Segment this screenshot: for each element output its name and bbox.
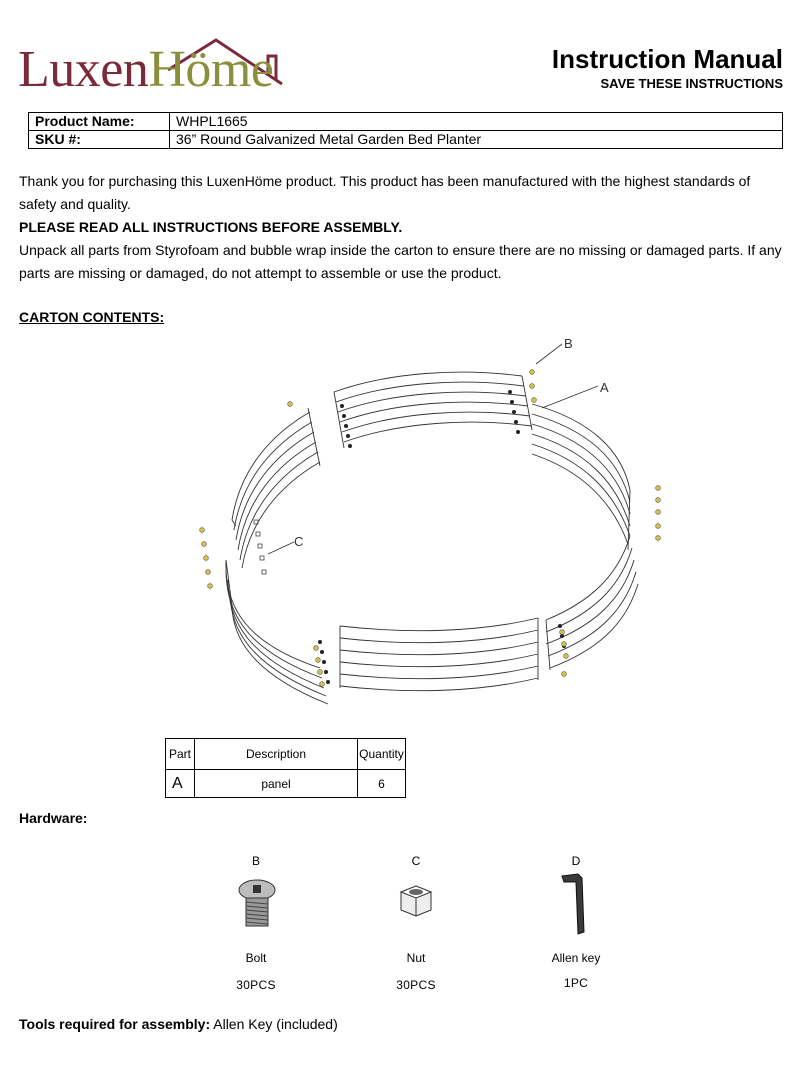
sku-label: SKU #: (29, 131, 170, 149)
col-description: Description (195, 739, 358, 770)
carton-contents-title: CARTON CONTENTS: (19, 309, 165, 325)
allen-key-icon (556, 870, 596, 936)
callout-b: B (564, 336, 573, 351)
loose-bolts (200, 370, 661, 687)
table-row (166, 770, 406, 798)
hardware-name-bolt: Bolt (245, 951, 267, 965)
hardware-qty-bolt: 30PCS (236, 978, 276, 992)
brand-logo (14, 32, 284, 102)
sku-row (29, 131, 783, 149)
hardware-letter-c: C (411, 854, 421, 868)
parts-table (165, 738, 406, 798)
intro-thanks: Thank you for purchasing this LuxenHöme product. This product has been manufactured with the highest standards of safety and quality. (19, 173, 751, 212)
product-name-label: Product Name: (29, 113, 170, 131)
panel-bottom-center (340, 618, 538, 691)
manual-title: Instruction Manual (551, 44, 783, 74)
bolt-icon (236, 878, 278, 930)
product-name-row (29, 113, 783, 131)
exploded-planter-diagram (190, 330, 680, 710)
hardware-qty-allen-key: 1PC (563, 976, 589, 990)
panel-left (232, 408, 320, 568)
sku-value: 36” Round Galvanized Metal Garden Bed Planter (170, 131, 783, 149)
hardware-name-allen-key: Allen key (551, 951, 601, 965)
nut-icon (393, 884, 439, 920)
part-quantity: 6 (358, 770, 406, 798)
tools-required (19, 1016, 338, 1032)
panel-right (532, 404, 630, 550)
hardware-letter-b: B (251, 854, 260, 868)
product-name-value: WHPL1665 (170, 113, 783, 131)
hardware-title: Hardware: (19, 810, 88, 826)
loose-nuts (254, 520, 266, 574)
brand-name (18, 41, 274, 98)
parts-table-header (166, 739, 406, 770)
callout-lines (268, 344, 598, 554)
brand-name-part2: Höme (148, 41, 274, 98)
product-info-table (28, 112, 783, 149)
panel-top (334, 372, 532, 448)
brand-name-part1: Luxen (18, 41, 149, 98)
callout-a: A (600, 380, 609, 395)
manual-subtitle: SAVE THESE INSTRUCTIONS (600, 76, 783, 91)
callout-c: C (294, 534, 304, 549)
panel-bottom-right (546, 536, 638, 670)
panel-bottom-left (226, 560, 328, 704)
col-quantity: Quantity (358, 739, 406, 770)
tools-value: Allen Key (included) (210, 1016, 338, 1032)
col-part: Part (166, 739, 195, 770)
unpack-instructions: Unpack all parts from Styrofoam and bubble wrap inside the carton to ensure there are no missing or damaged parts. If any parts are missing or damaged, do not attempt to assemble or use the product. (19, 242, 782, 281)
hardware-name-nut: Nut (406, 951, 426, 965)
hardware-qty-nut: 30PCS (396, 978, 436, 992)
planter-panels (226, 372, 638, 704)
part-letter: A (166, 770, 195, 798)
hardware-letter-d: D (571, 854, 581, 868)
part-description: panel (195, 770, 358, 798)
read-all-warning: PLEASE READ ALL INSTRUCTIONS BEFORE ASSEMBLY. (19, 219, 403, 235)
tools-label: Tools required for assembly: (19, 1016, 211, 1032)
